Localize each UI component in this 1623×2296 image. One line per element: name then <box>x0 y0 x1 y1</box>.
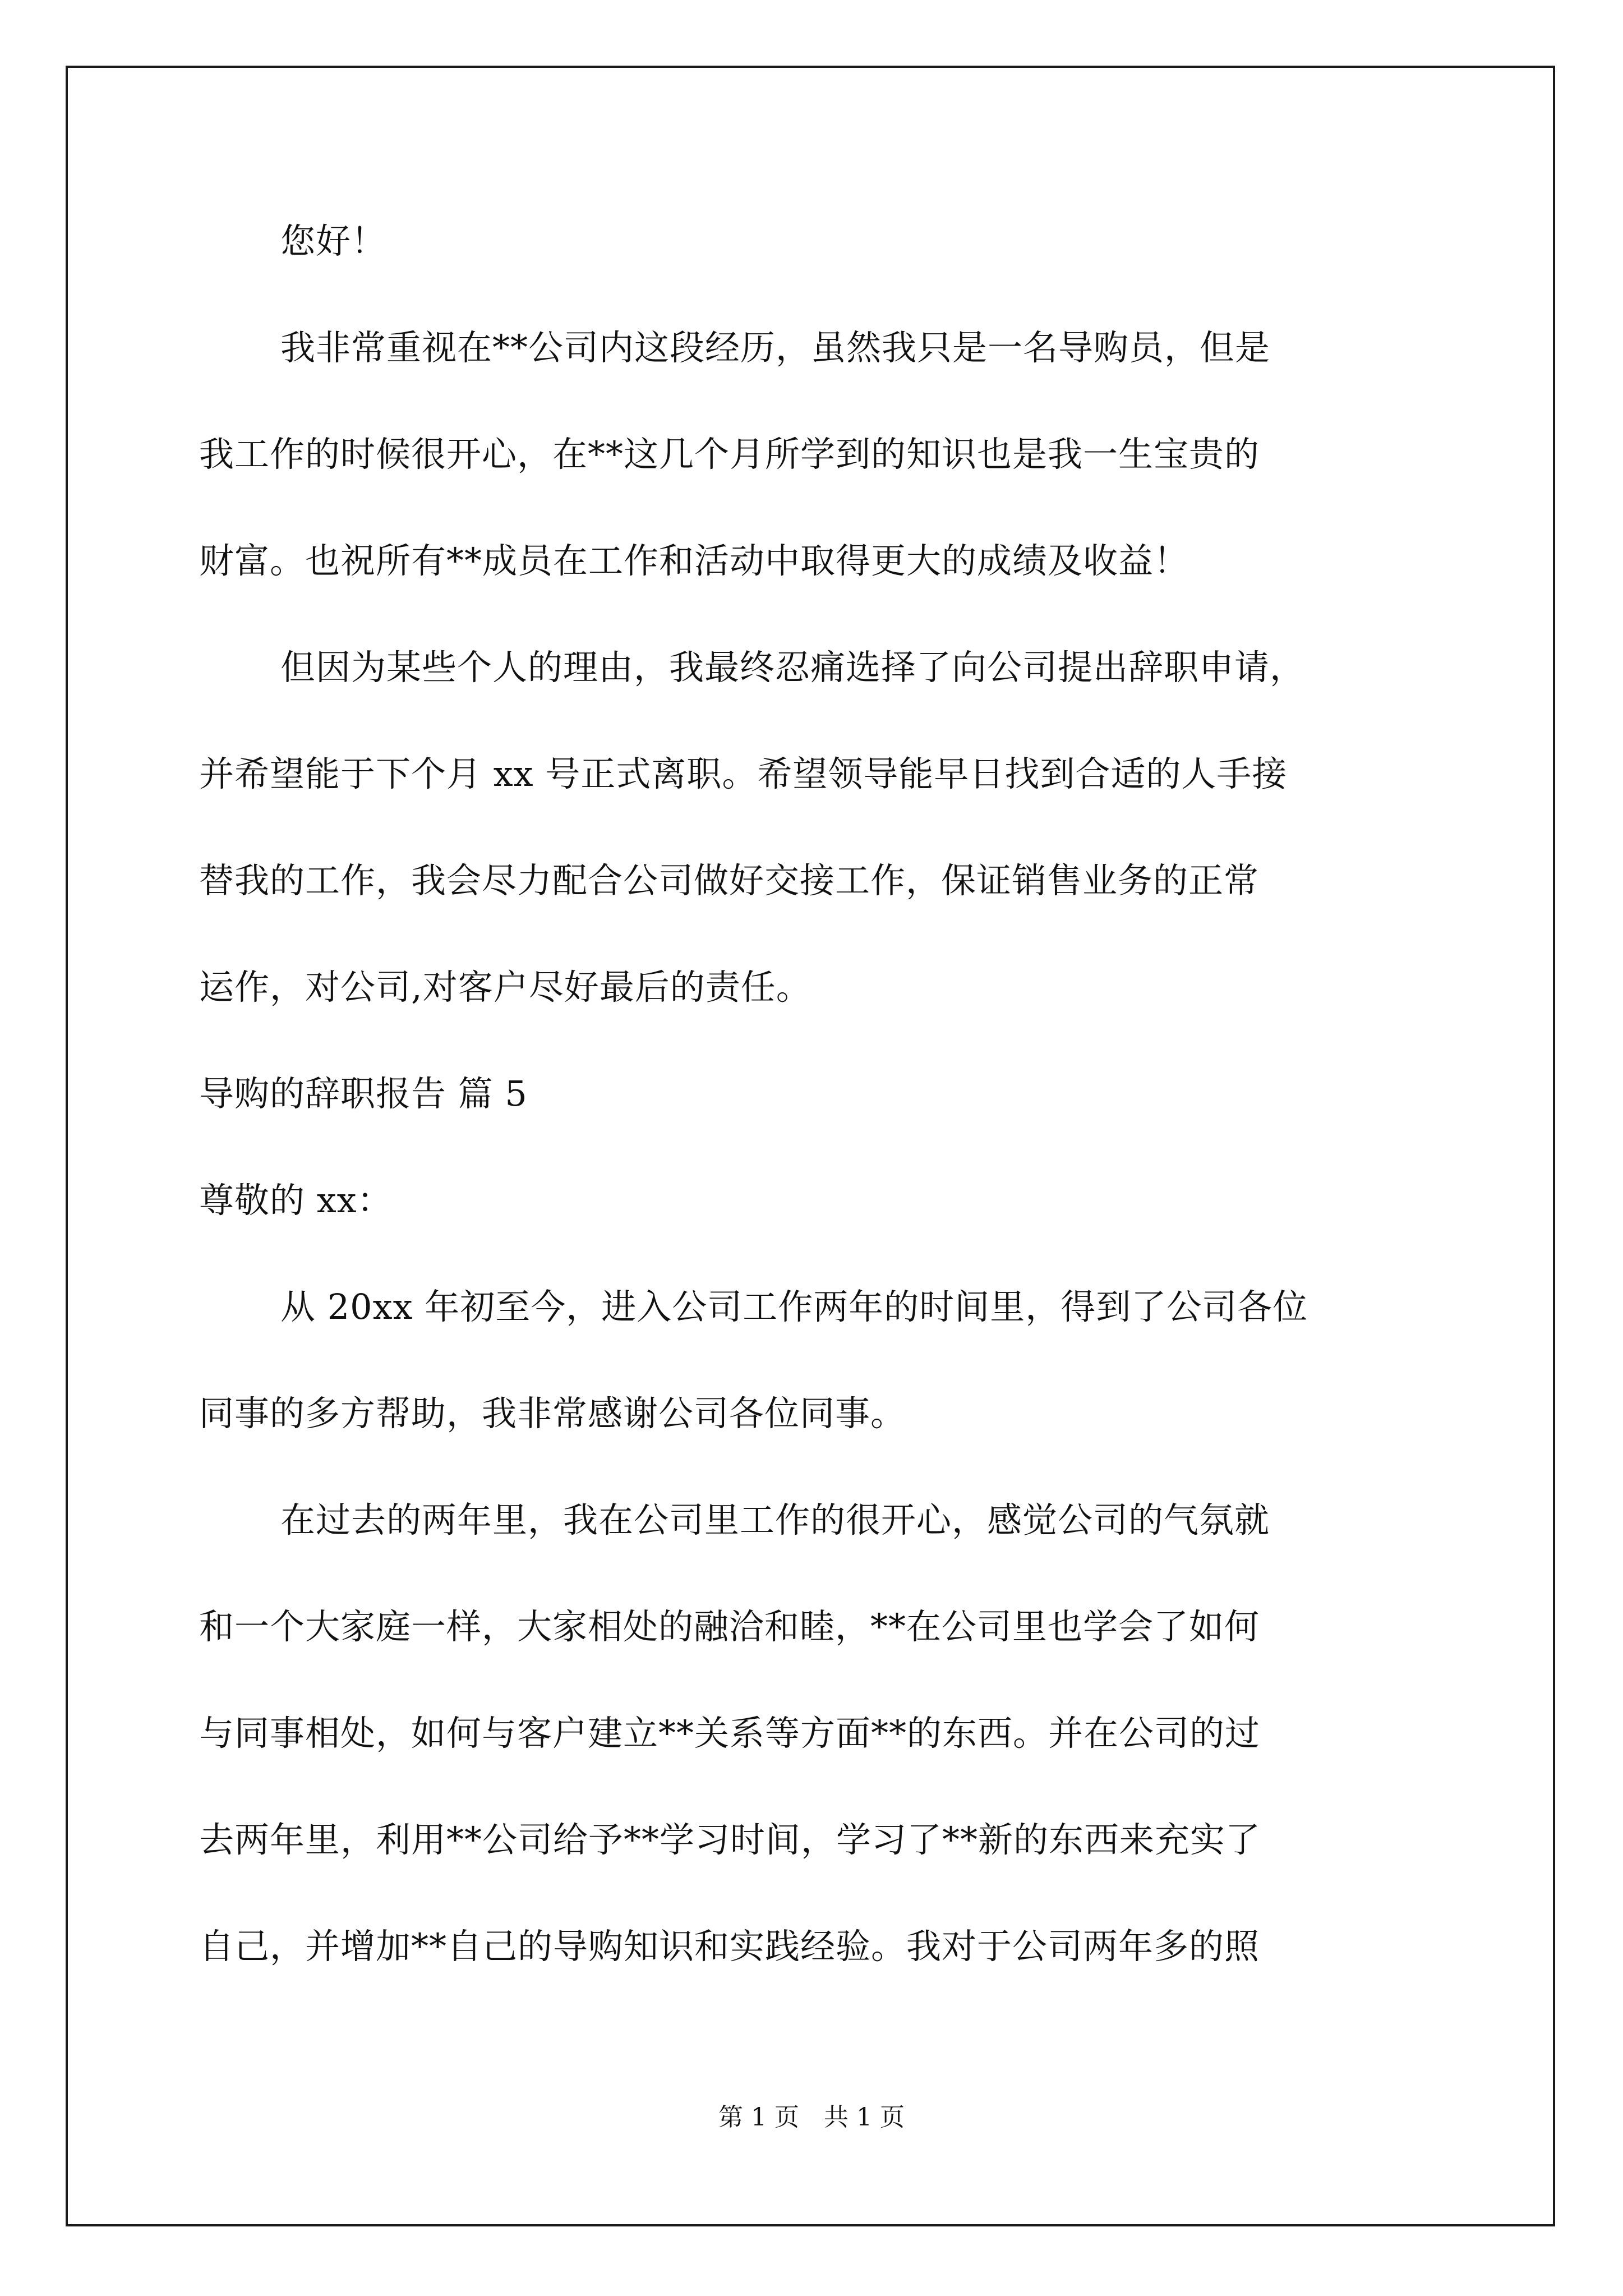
paragraph-line: 财富。也祝所有**成员在工作和活动中取得更大的成绩及收益！ <box>199 540 1189 581</box>
paragraph-line: 和一个大家庭一样，大家相处的融洽和睦，**在公司里也学会了如何 <box>199 1606 1260 1647</box>
paragraph-line: 运作，对公司,对客户尽好最后的责任。 <box>199 967 811 1007</box>
greeting: 您好！ <box>280 220 387 261</box>
page-footer: 第 1 页 共 1 页 <box>718 2103 905 2132</box>
section-heading: 导购的辞职报告 篇 5 <box>199 1073 528 1114</box>
paragraph-line: 在过去的两年里，我在公司里工作的很开心，感觉公司的气氛就 <box>280 1499 1270 1540</box>
page-border <box>66 66 1555 2226</box>
paragraph-line: 与同事相处，如何与客户建立**关系等方面**的东西。并在公司的过 <box>199 1713 1261 1754</box>
paragraph-line: 自己，并增加**自己的导购知识和实践经验。我对于公司两年多的照 <box>199 1926 1260 1967</box>
salutation: 尊敬的 xx： <box>199 1180 393 1221</box>
paragraph-line: 并希望能于下个月 xx 号正式离职。希望领导能早日找到合适的人手接 <box>199 753 1288 794</box>
paragraph-line: 从 20xx 年初至今，进入公司工作两年的时间里，得到了公司各位 <box>280 1286 1308 1327</box>
paragraph-line: 去两年里，利用**公司给予**学习时间，学习了**新的东西来充实了 <box>199 1819 1261 1860</box>
paragraph-line: 但因为某些个人的理由，我最终忍痛选择了向公司提出辞职申请， <box>280 647 1306 688</box>
paragraph-line: 我非常重视在**公司内这段经历，虽然我只是一名导购员，但是 <box>280 327 1271 368</box>
paragraph-line: 同事的多方帮助，我非常感谢公司各位同事。 <box>199 1393 906 1434</box>
paragraph-line: 我工作的时候很开心，在**这几个月所学到的知识也是我一生宝贵的 <box>199 434 1260 475</box>
paragraph-line: 替我的工作，我会尽力配合公司做好交接工作，保证销售业务的正常 <box>199 860 1260 901</box>
